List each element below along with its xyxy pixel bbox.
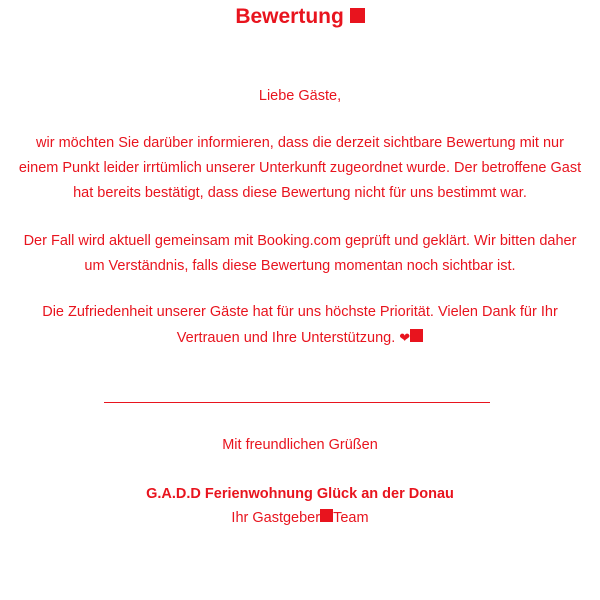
paragraph-line: Die Zufriedenheit unserer Gäste hat für uns höchste Priorität. Vielen Dank für Ihr: [42, 304, 558, 320]
paragraph-line: wir möchten Sie darüber informieren, dass die derzeit sichtbare Bewertung mit nur: [36, 135, 564, 151]
greeting: Liebe Gäste,: [258, 88, 342, 104]
paragraph-thanks: [0, 300, 600, 351]
paragraph-line: hat bereits bestätigt, dass diese Bewertung nicht für uns bestimmt war.: [73, 185, 527, 201]
paragraph-line: Vertrauen und Ihre Unterstützung.: [176, 330, 396, 346]
paragraph-booking: [0, 229, 600, 279]
paragraph-line: einem Punkt leider irrtümlich unserer Unterkunft zugeordnet wurde. Der betroffene Gast: [18, 160, 582, 176]
square-icon: [350, 8, 365, 23]
team-text-start: Ihr Gastgeber: [231, 510, 321, 526]
closing-salutation: Mit freundlichen Grüßen: [222, 437, 378, 453]
title-text: Bewertung: [235, 5, 344, 28]
page-title: [0, 4, 600, 30]
square-icon: [320, 509, 333, 522]
square-icon: [410, 329, 423, 342]
team-text-end: Team: [333, 510, 369, 526]
paragraph-line: um Verständnis, falls diese Bewertung momentan noch sichtbar ist.: [84, 258, 516, 274]
paragraph-notice: [0, 131, 600, 206]
paragraph-line: Der Fall wird aktuell gemeinsam mit Booking.com geprüft und geklärt. Wir bitten daher: [23, 233, 577, 249]
company-name: G.A.D.D Ferienwohnung Glück an der Donau: [146, 486, 454, 502]
team-signature: [0, 506, 600, 531]
divider: [104, 402, 490, 403]
heart-icon: ❤: [399, 330, 411, 345]
